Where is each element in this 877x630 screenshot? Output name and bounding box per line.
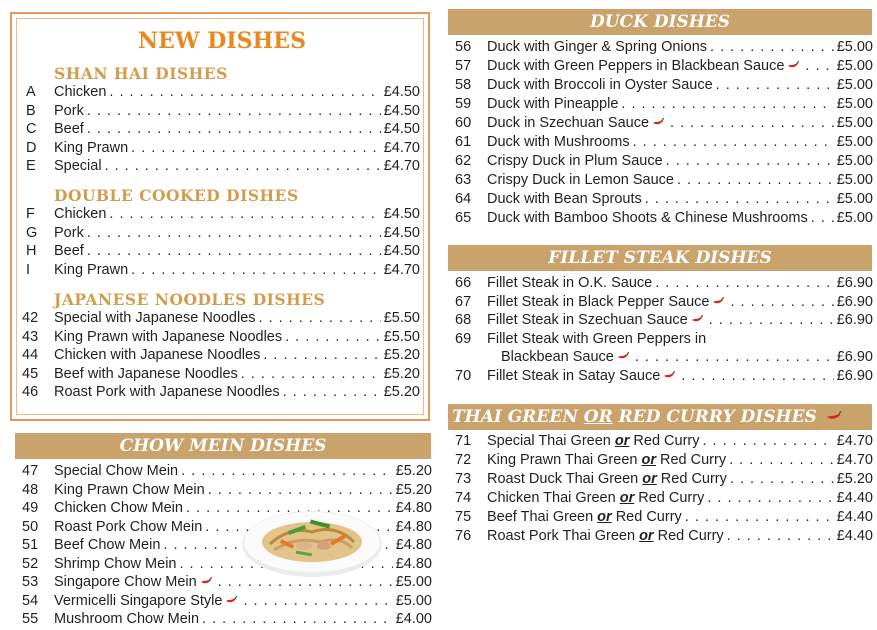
menu-item-row <box>22 592 432 611</box>
dot-leader <box>181 462 393 481</box>
item-name: Duck with Ginger & Spring Onions <box>487 39 708 55</box>
item-name: King Prawn <box>54 139 129 156</box>
item-number: 69 <box>455 330 472 347</box>
item-price: £5.20 <box>383 365 420 382</box>
dot-leader <box>633 133 834 152</box>
item-name: Fillet Steak in Black Pepper Sauce <box>487 293 710 310</box>
menu-item-row <box>455 330 873 349</box>
item-name-or: or <box>641 452 656 468</box>
item-price: £4.00 <box>395 611 432 627</box>
dot-leader <box>285 328 381 347</box>
dot-leader <box>811 209 834 228</box>
item-price: £5.20 <box>395 481 432 498</box>
menu-item-row <box>455 311 873 330</box>
item-name <box>487 508 682 527</box>
item-name <box>487 489 704 508</box>
item-price: £4.50 <box>383 206 420 222</box>
item-number: H <box>26 243 37 259</box>
item-number: 56 <box>455 39 472 55</box>
item-number: 47 <box>22 463 39 479</box>
fillet-steak-header: FILLET STEAK DISHES <box>448 245 872 271</box>
thai-curry-header <box>448 404 872 430</box>
item-name: Beef Chow Mein <box>54 537 161 553</box>
item-name: Special <box>54 158 102 174</box>
dot-leader <box>716 76 834 95</box>
double-cooked-heading: DOUBLE COOKED DISHES <box>54 186 299 205</box>
item-name: Crispy Duck in Lemon Sauce <box>487 172 674 188</box>
item-number: 48 <box>22 481 39 498</box>
item-number: 60 <box>455 115 472 131</box>
menu-item-row <box>26 205 420 224</box>
dot-leader <box>263 346 380 365</box>
menu-item-row <box>22 328 420 347</box>
menu-item-row <box>455 114 873 133</box>
item-name-part: Chicken Thai Green <box>487 490 620 506</box>
item-number: 67 <box>455 293 472 310</box>
item-price: £5.20 <box>383 347 420 363</box>
dot-leader <box>670 114 834 133</box>
item-name: Chicken Chow Mein <box>54 500 183 516</box>
item-price: £4.50 <box>383 243 420 259</box>
item-name-line2: Blackbean Sauce <box>501 349 614 365</box>
item-number: 43 <box>22 328 39 345</box>
item-price: £5.00 <box>836 191 873 207</box>
item-name-part: Red Curry <box>611 509 682 525</box>
item-name-part: Red Curry <box>629 433 700 449</box>
dot-leader <box>703 432 834 451</box>
dot-leader <box>730 293 833 312</box>
item-number: C <box>26 121 37 137</box>
menu-item-row <box>455 95 873 114</box>
item-name: King Prawn Chow Mein <box>54 481 205 498</box>
item-number: 61 <box>455 134 472 150</box>
item-number: 49 <box>22 500 39 516</box>
item-number: 54 <box>22 592 39 609</box>
item-name: Shrimp Chow Mein <box>54 555 177 572</box>
item-price: £4.40 <box>836 509 873 525</box>
item-name-part: Special Thai Green <box>487 433 615 449</box>
item-number: 52 <box>22 555 39 572</box>
item-number: 71 <box>455 433 472 449</box>
item-name: Beef with Japanese Noodles <box>54 365 238 382</box>
item-number: 70 <box>455 367 472 384</box>
item-name: Fillet Steak with Green Peppers in <box>487 330 707 347</box>
dot-leader <box>87 224 381 243</box>
item-name: Singapore Chow Mein <box>54 574 197 590</box>
menu-item-row <box>455 133 873 152</box>
item-price: £5.00 <box>836 172 873 188</box>
dot-leader <box>805 57 833 76</box>
item-number: 59 <box>455 96 472 112</box>
item-name-or: or <box>614 433 630 449</box>
thai-curry-title-b: RED CURRY DISHES <box>612 407 817 427</box>
item-number: F <box>26 206 35 222</box>
menu-item-row <box>455 508 873 527</box>
item-number: G <box>26 224 38 241</box>
thai-curry-title-or: OR <box>583 407 613 427</box>
item-name-part: Red Curry <box>656 471 727 487</box>
item-number: 76 <box>455 528 472 544</box>
menu-item-row <box>455 367 873 386</box>
dot-leader <box>730 470 834 489</box>
chili-pepper-icon <box>200 577 212 585</box>
item-name-or: or <box>619 490 635 506</box>
item-price: £5.50 <box>383 310 420 326</box>
item-name: Roast Pork Chow Mein <box>54 518 203 535</box>
dot-leader <box>283 383 381 402</box>
item-price: £5.00 <box>836 39 873 55</box>
item-name: Duck with Mushrooms <box>487 134 630 150</box>
item-name-part: Red Curry <box>653 528 724 544</box>
menu-item-row <box>22 365 420 384</box>
menu-item-row <box>26 261 420 280</box>
item-price: £5.00 <box>395 574 432 590</box>
item-price: £4.70 <box>383 158 420 174</box>
item-price: £5.00 <box>836 153 873 169</box>
item-name <box>487 470 727 489</box>
item-number: 46 <box>22 384 39 400</box>
dot-leader <box>131 261 381 280</box>
item-name: Crispy Duck in Plum Sauce <box>487 153 663 169</box>
dot-leader <box>709 311 834 330</box>
dot-leader <box>707 489 833 508</box>
item-price: £5.20 <box>395 463 432 479</box>
item-price: £5.20 <box>836 471 873 487</box>
item-price: £6.90 <box>836 367 873 384</box>
item-name: Roast Pork with Japanese Noodles <box>54 384 280 400</box>
item-number: 44 <box>22 347 39 363</box>
menu-item-row <box>455 152 873 171</box>
chili-pepper-icon <box>826 411 842 421</box>
item-number: 45 <box>22 365 39 382</box>
item-name: King Prawn with Japanese Noodles <box>54 328 283 345</box>
item-price: £6.90 <box>836 275 873 291</box>
dot-leader <box>87 120 381 139</box>
item-price: £4.80 <box>395 518 432 535</box>
chow-mein-header: CHOW MEIN DISHES <box>15 433 431 459</box>
item-name: Chicken with Japanese Noodles <box>54 347 261 363</box>
menu-item-row <box>455 76 873 95</box>
new-dishes-title: NEW DISHES <box>138 28 306 54</box>
item-name-part: King Prawn Thai Green <box>487 452 642 468</box>
item-number: 65 <box>455 210 472 226</box>
chili-pepper-icon <box>712 297 724 305</box>
menu-item-row <box>22 481 432 500</box>
item-number: 64 <box>455 191 472 207</box>
item-number: 53 <box>22 574 39 590</box>
dot-leader <box>621 95 833 114</box>
item-name: Duck in Szechuan Sauce <box>487 115 650 131</box>
item-price: £4.40 <box>836 528 873 544</box>
item-price: £5.00 <box>836 115 873 131</box>
item-name: Chicken <box>54 84 107 100</box>
menu-item-row <box>455 527 873 546</box>
dot-leader <box>710 38 834 57</box>
shan-hai-heading: SHAN HAI DISHES <box>54 64 228 83</box>
item-name: Fillet Steak in Szechuan Sauce <box>487 312 688 328</box>
item-number: 63 <box>455 172 472 188</box>
item-name-part: Red Curry <box>655 452 727 468</box>
item-name <box>487 432 700 451</box>
menu-item-row <box>455 171 873 190</box>
item-name: Chicken <box>54 206 107 222</box>
dot-leader <box>109 205 380 224</box>
item-number: 72 <box>455 452 472 468</box>
dot-leader <box>259 309 381 328</box>
item-name-or: or <box>597 509 612 525</box>
dot-leader <box>645 190 834 209</box>
item-price: £4.70 <box>383 139 420 156</box>
dot-leader <box>685 508 834 527</box>
dot-leader <box>109 83 380 102</box>
dot-leader <box>729 451 834 470</box>
item-name <box>487 451 726 470</box>
duck-header: DUCK DISHES <box>448 9 872 35</box>
item-number: B <box>26 102 36 119</box>
dot-leader <box>105 157 381 176</box>
menu-item-row <box>455 209 873 228</box>
item-number: 55 <box>22 611 39 627</box>
menu-item-row <box>22 309 420 328</box>
item-price: £5.00 <box>836 77 873 93</box>
item-number: D <box>26 139 37 156</box>
item-price: £5.20 <box>383 384 420 400</box>
chili-pepper-icon <box>225 596 237 604</box>
dot-leader <box>131 139 381 158</box>
menu-item-row <box>22 610 432 629</box>
dot-leader <box>87 102 381 121</box>
dot-leader <box>677 171 834 190</box>
dot-leader <box>208 481 393 500</box>
item-name: Pork <box>54 224 84 241</box>
item-name: Special with Japanese Noodles <box>54 310 256 326</box>
menu-item-row <box>455 190 873 209</box>
noodle-plate-image <box>240 502 384 580</box>
item-price: £5.00 <box>836 58 873 74</box>
thai-curry-title-a: THAI GREEN <box>452 407 584 427</box>
item-number: 51 <box>22 537 39 553</box>
dot-leader <box>666 152 834 171</box>
item-name-or: or <box>639 528 654 544</box>
item-price: £5.00 <box>836 210 873 226</box>
menu-item-row <box>26 83 420 102</box>
chili-pepper-icon <box>691 315 703 323</box>
item-price: £4.80 <box>395 555 432 572</box>
menu-item-row <box>22 462 432 481</box>
item-price: £4.50 <box>383 84 420 100</box>
item-name-part: Roast Pork Thai Green <box>487 528 640 544</box>
item-name-part: Roast Duck Thai Green <box>487 471 643 487</box>
item-price: £5.00 <box>836 134 873 150</box>
menu-item-row <box>455 293 873 312</box>
menu-item-row <box>455 57 873 76</box>
menu-item-row <box>22 383 420 402</box>
dot-leader <box>727 527 834 546</box>
dot-leader <box>635 348 834 367</box>
item-price: £4.50 <box>383 121 420 137</box>
menu-item-row <box>455 451 873 470</box>
item-number: 50 <box>22 518 39 535</box>
item-price: £5.00 <box>395 592 432 609</box>
item-price: £4.70 <box>836 452 873 468</box>
menu-item-row <box>455 38 873 57</box>
item-number: E <box>26 158 36 174</box>
item-number: 58 <box>455 77 472 93</box>
item-name: Fillet Steak in Satay Sauce <box>487 367 661 384</box>
item-name: Duck with Broccoli in Oyster Sauce <box>487 77 713 93</box>
item-name: Beef <box>54 121 84 137</box>
item-name-part: Red Curry <box>634 490 705 506</box>
dot-leader <box>681 367 833 386</box>
item-number: 62 <box>455 153 472 169</box>
item-number: 42 <box>22 310 39 326</box>
menu-item-row <box>26 242 420 261</box>
item-name: Duck with Green Peppers in Blackbean Sauce <box>487 58 785 74</box>
dot-leader <box>87 242 381 261</box>
item-name: Mushroom Chow Mein <box>54 611 200 627</box>
item-name <box>487 527 724 546</box>
menu-item-row <box>22 346 420 365</box>
chili-pepper-icon <box>787 61 799 69</box>
item-price: £4.70 <box>836 433 873 449</box>
menu-item-row <box>26 139 420 158</box>
item-price: £4.80 <box>395 537 432 553</box>
item-price: £4.50 <box>383 224 420 241</box>
item-number: 75 <box>455 509 472 525</box>
item-number: 74 <box>455 490 472 506</box>
item-price: £6.90 <box>836 312 873 328</box>
item-number: 68 <box>455 312 472 328</box>
menu-item-row <box>455 432 873 451</box>
dot-leader <box>655 274 833 293</box>
item-price: £4.50 <box>383 102 420 119</box>
item-name: Duck with Pineapple <box>487 96 619 112</box>
item-name: Pork <box>54 102 84 119</box>
menu-item-row <box>455 470 873 489</box>
item-number: I <box>26 261 31 278</box>
item-number: 66 <box>455 275 472 291</box>
item-price: £5.00 <box>836 96 873 112</box>
item-name: Duck with Bean Sprouts <box>487 191 642 207</box>
item-name-or: or <box>642 471 657 487</box>
chili-pepper-icon <box>652 118 664 126</box>
menu-item-row <box>26 120 420 139</box>
item-name: Beef <box>54 243 84 259</box>
item-price: £4.80 <box>395 500 432 516</box>
item-number: 57 <box>455 58 472 74</box>
item-price: £6.90 <box>836 293 873 310</box>
item-name: Vermicelli Singapore Style <box>54 592 223 609</box>
menu-item-row <box>455 274 873 293</box>
menu-item-row <box>455 489 873 508</box>
item-number: 73 <box>455 471 472 487</box>
item-name: Duck with Bamboo Shoots & Chinese Mushrooms <box>487 210 808 226</box>
item-name-part: Beef Thai Green <box>487 509 598 525</box>
japanese-noodles-heading: JAPANESE NOODLES DISHES <box>54 290 326 309</box>
item-price: £6.90 <box>836 349 873 365</box>
menu-item-row <box>26 224 420 243</box>
item-price: £5.50 <box>383 328 420 345</box>
menu-item-row-continued <box>501 348 873 367</box>
item-price: £4.40 <box>836 490 873 506</box>
item-name: King Prawn <box>54 261 129 278</box>
dot-leader <box>202 610 393 629</box>
item-name: Special Chow Mein <box>54 463 179 479</box>
dot-leader <box>241 365 381 384</box>
dot-leader <box>243 592 392 611</box>
item-number: A <box>26 84 36 100</box>
item-name: Fillet Steak in O.K. Sauce <box>487 275 653 291</box>
item-price: £4.70 <box>383 261 420 278</box>
chili-pepper-icon <box>663 371 675 379</box>
menu-item-row <box>26 157 420 176</box>
menu-item-row <box>26 102 420 121</box>
chili-pepper-icon <box>617 352 629 360</box>
